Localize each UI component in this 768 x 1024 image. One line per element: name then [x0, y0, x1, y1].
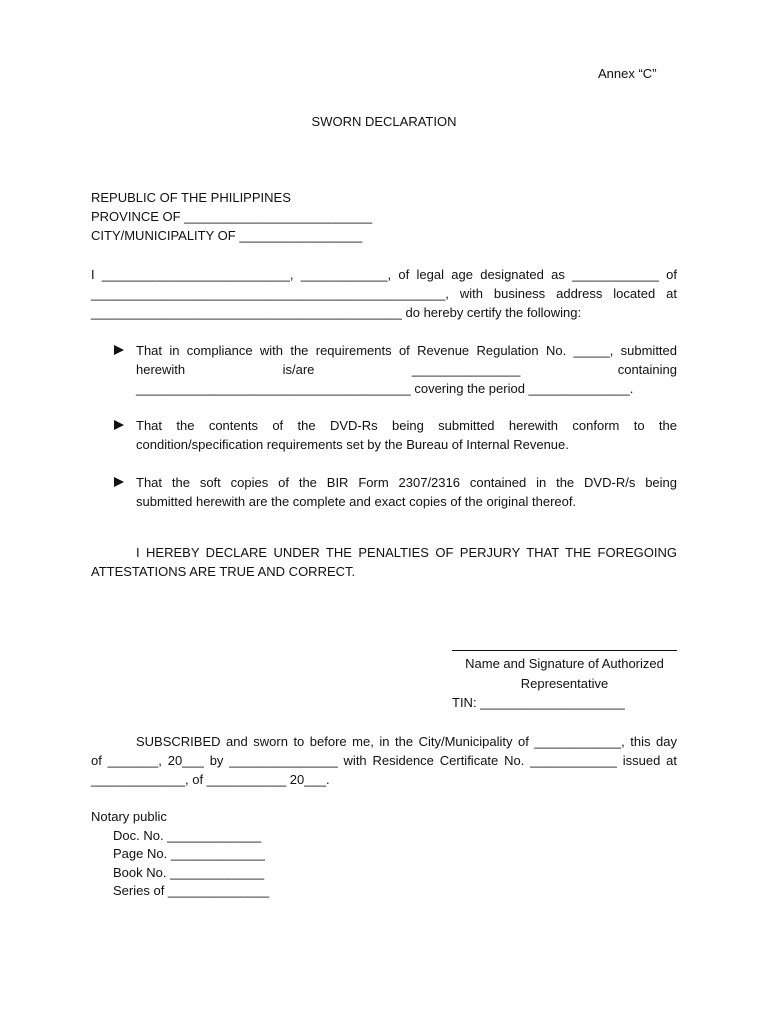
- declaration-line-2: ATTESTATIONS ARE TRUE AND CORRECT.: [91, 564, 356, 579]
- declaration-line-1: I HEREBY DECLARE UNDER THE PENALTIES OF PERJURY THAT THE FOREGOING: [136, 545, 677, 560]
- bullet-1-line-1: That in compliance with the requirements of Revenue Regulation No. _____, submitted: [136, 343, 677, 358]
- bullet-1-line-2: herewith is/are _______________ containing: [136, 362, 677, 377]
- bullet-item-3: [136, 473, 677, 511]
- bullet-1-line-3: ______________________________________ covering the period ______________.: [136, 381, 634, 396]
- bullet-arrow-icon: [114, 477, 124, 487]
- subscribed-paragraph: [91, 732, 677, 789]
- signature-line: [452, 650, 677, 651]
- signature-label-2: Representative: [520, 676, 609, 691]
- republic-line: REPUBLIC OF THE PHILIPPINES: [91, 190, 291, 205]
- notary-page-no: Page No. _____________: [113, 846, 265, 862]
- document-title: SWORN DECLARATION: [311, 114, 457, 129]
- notary-title: Notary public: [91, 809, 167, 824]
- bullet-3-line-1: That the soft copies of the BIR Form 2307/2316 contained in the DVD-R/s being: [136, 475, 677, 490]
- annex-label: Annex “C”: [598, 66, 657, 81]
- intro-line-2: _________________________________________________, with business address located at: [91, 286, 677, 301]
- bullet-arrow-icon: [114, 345, 124, 355]
- signature-label-1: Name and Signature of Authorized: [465, 656, 664, 671]
- intro-paragraph: [91, 265, 677, 322]
- notary-doc-no: Doc. No. _____________: [113, 827, 262, 843]
- province-line: PROVINCE OF __________________________: [91, 209, 373, 224]
- subscribed-line-2: of _______, 20___ by _______________ with Residence Certificate No. ____________ issued at: [91, 753, 677, 768]
- notary-series: Series of ______________: [113, 883, 270, 899]
- bullet-2-line-1: That the contents of the DVD-Rs being submitted herewith conform to the: [136, 418, 677, 433]
- bullet-item-2: [136, 416, 677, 454]
- intro-line-3: ___________________________________________ do hereby certify the following:: [91, 305, 582, 320]
- bullet-item-1: [136, 341, 677, 398]
- subscribed-line-3: _____________, of ___________ 20___.: [91, 772, 330, 787]
- notary-book-no: Book No. _____________: [113, 864, 265, 880]
- city-line: CITY/MUNICIPALITY OF _________________: [91, 228, 363, 243]
- bullet-2-line-2: condition/specification requirements set by the Bureau of Internal Revenue.: [136, 437, 569, 452]
- tin-line: TIN: ____________________: [452, 695, 625, 710]
- bullet-arrow-icon: [114, 420, 124, 430]
- intro-line-1: I __________________________, ____________, of legal age designated as ____________ of: [91, 267, 677, 282]
- declaration-paragraph: [91, 543, 677, 581]
- notary-block: [91, 808, 269, 901]
- bullet-3-line-2: submitted herewith are the complete and exact copies of the original thereof.: [136, 494, 577, 509]
- subscribed-line-1: SUBSCRIBED and sworn to before me, in the City/Municipality of ____________, this day: [136, 734, 677, 749]
